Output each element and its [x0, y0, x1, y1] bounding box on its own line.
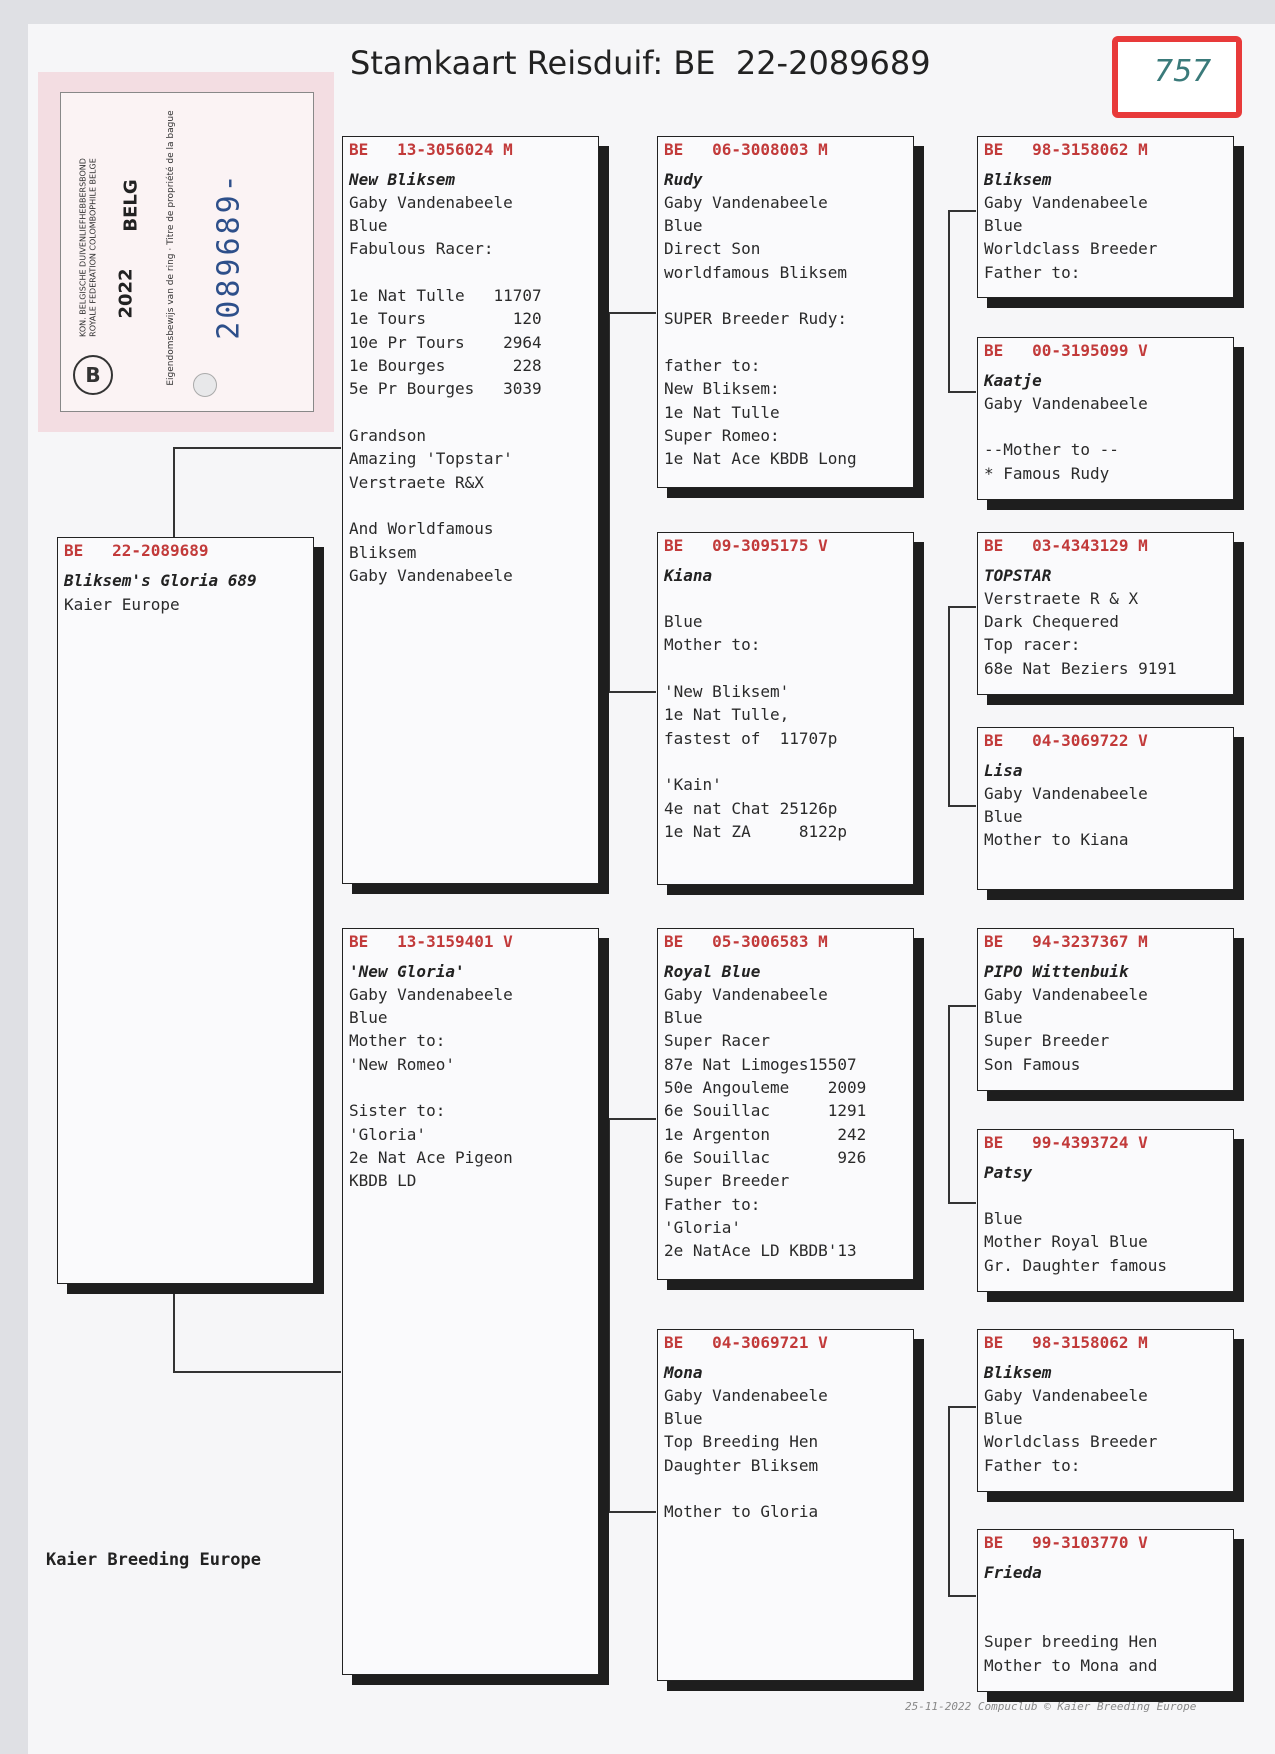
detail-line: Gaby Vandenabeele — [349, 193, 513, 212]
detail-line: Kaier Europe — [64, 595, 180, 614]
connector — [173, 1294, 175, 1372]
stamp-hole — [193, 373, 217, 397]
detail-line: Daughter Bliksem — [664, 1456, 819, 1475]
pigeon-name: TOPSTAR — [984, 566, 1052, 585]
pigeon-name: Bliksem — [984, 1363, 1052, 1382]
detail-line: Mother to Gloria — [664, 1502, 819, 1521]
detail-line: And Worldfamous — [349, 519, 494, 538]
pedigree-card-dds — [977, 1329, 1234, 1492]
connector — [948, 1406, 976, 1408]
detail-line: 87e Nat Limoges15507 — [664, 1055, 857, 1074]
ring-number: BE 99-4393724 V — [984, 1133, 1148, 1152]
connector — [948, 1595, 976, 1597]
detail-line: 1e Nat Ace KBDB Long — [664, 449, 857, 468]
detail-line: Top racer: — [984, 635, 1081, 654]
detail-line: Top Breeding Hen — [664, 1432, 819, 1451]
connector — [173, 447, 175, 537]
connector — [948, 210, 950, 392]
print-footer: 25-11-2022 Compuclub © Kaier Breeding Europe — [905, 1700, 1197, 1713]
detail-line: Gr. Daughter famous — [984, 1256, 1168, 1275]
detail-line: Gaby Vandenabeele — [664, 1386, 828, 1405]
connector — [948, 1005, 950, 1203]
detail-line: Blue — [984, 1008, 1023, 1027]
pedigree-card-sdd — [977, 727, 1234, 890]
connector — [948, 1005, 976, 1007]
pigeon-name: PIPO Wittenbuik — [984, 962, 1129, 981]
ring-number: BE 98-3158062 M — [984, 140, 1148, 159]
detail-line: Blue — [349, 1008, 388, 1027]
detail-line: 2e NatAce LD KBDB'13 — [664, 1241, 857, 1260]
detail-line: Father to: — [984, 1456, 1081, 1475]
connector — [948, 391, 976, 393]
detail-line: worldfamous Bliksem — [664, 263, 848, 282]
detail-line: Worldclass Breeder — [984, 239, 1158, 258]
detail-line: Blue — [664, 1409, 703, 1428]
pigeon-name: Patsy — [984, 1163, 1033, 1182]
detail-line: --Mother to -- — [984, 440, 1119, 459]
ring-number: BE 98-3158062 M — [984, 1333, 1148, 1352]
connector — [948, 1202, 976, 1204]
connector — [948, 606, 950, 806]
connector — [608, 1118, 610, 1512]
detail-line: 50e Angouleme 2009 — [664, 1078, 867, 1097]
detail-line: Blue — [984, 807, 1023, 826]
detail-line: Super Romeo: — [664, 426, 780, 445]
detail-line: Blue — [984, 1209, 1023, 1228]
pedigree-card-dam-sire — [657, 928, 914, 1280]
pigeon-name: Bliksem's Gloria 689 — [64, 571, 257, 590]
detail-line: Bliksem — [349, 543, 417, 562]
detail-line: Blue — [664, 1008, 703, 1027]
connector — [608, 1118, 656, 1120]
stamp-year: 2022 — [115, 268, 137, 319]
detail-line: Gaby Vandenabeele — [349, 985, 513, 1004]
detail-line: Verstraete R & X — [984, 589, 1139, 608]
pigeon-name: Bliksem — [984, 170, 1052, 189]
detail-line: 1e Nat Tulle — [664, 403, 780, 422]
detail-line: Fabulous Racer: — [349, 239, 494, 258]
pigeon-name: New Bliksem — [349, 170, 455, 189]
detail-line: Gaby Vandenabeele — [984, 784, 1148, 803]
detail-line: Worldclass Breeder — [984, 1432, 1158, 1451]
detail-line: 68e Nat Beziers 9191 — [984, 659, 1177, 678]
pigeon-name: Rudy — [664, 170, 703, 189]
detail-line: 4e nat Chat 25126p — [664, 799, 838, 818]
detail-line: 10e Pr Tours 2964 — [349, 333, 542, 352]
pedigree-card-dss — [977, 928, 1234, 1091]
ring-number: BE 13-3159401 V — [349, 932, 513, 951]
detail-line: Gaby Vandenabeele — [984, 193, 1148, 212]
detail-line: Super breeding Hen — [984, 1632, 1158, 1651]
detail-line: Sister to: — [349, 1101, 446, 1120]
detail-line: Grandson — [349, 426, 427, 445]
ring-number: BE 04-3069721 V — [664, 1333, 828, 1352]
stamp-card — [60, 92, 314, 412]
pedigree-card-sire-dam — [657, 532, 914, 885]
ring-certificate-stamp — [38, 72, 334, 432]
stamp-country: BELG — [120, 179, 142, 232]
detail-line: 1e Nat Tulle, — [664, 705, 790, 724]
stamp-ownership: Eigendomsbewijs van de ring · Titre de propriété de la bague — [166, 110, 176, 386]
connector — [173, 1371, 341, 1373]
detail-line: 'Gloria' — [349, 1125, 427, 1144]
ring-number: BE 05-3006583 M — [664, 932, 828, 951]
detail-line: Gaby Vandenabeele — [664, 193, 828, 212]
detail-line: 1e Argenton 242 — [664, 1125, 867, 1144]
detail-line: Blue — [349, 216, 388, 235]
pedigree-card-sire-sire — [657, 136, 914, 488]
connector — [608, 312, 656, 314]
detail-line: Verstraete R&X — [349, 473, 484, 492]
detail-line: Mother to: — [349, 1031, 446, 1050]
ring-number: BE 13-3056024 M — [349, 140, 513, 159]
detail-line: 1e Nat Tulle 11707 — [349, 286, 542, 305]
detail-line: Blue — [664, 216, 703, 235]
stamp-federation-nl: KON. BELGISCHE DUIVENLIEFHEBBERSBOND — [78, 158, 88, 337]
connector — [948, 606, 976, 608]
detail-line: 'Gloria' — [664, 1218, 742, 1237]
detail-line: 1e Bourges 228 — [349, 356, 542, 375]
detail-line: Blue — [984, 216, 1023, 235]
detail-line: Father to: — [664, 1195, 761, 1214]
pedigree-card-dam-dam — [657, 1329, 914, 1681]
detail-line: Father to: — [984, 263, 1081, 282]
detail-line: Super Breeder — [984, 1031, 1110, 1050]
detail-line: SUPER Breeder Rudy: — [664, 309, 848, 328]
detail-line: Blue — [664, 612, 703, 631]
connector — [948, 1406, 950, 1596]
detail-line: KBDB LD — [349, 1171, 417, 1190]
pedigree-card-ddd — [977, 1529, 1234, 1692]
pedigree-card-sds — [977, 532, 1234, 695]
connector — [948, 805, 976, 807]
note-tag — [1112, 36, 1242, 118]
ring-number: BE 03-4343129 M — [984, 536, 1148, 555]
pigeon-name: 'New Gloria' — [349, 962, 465, 981]
stamp-federation-fr: ROYALE FEDERATION COLOMBOPHILE BELGE — [88, 158, 98, 337]
detail-line: Gaby Vandenabeele — [984, 985, 1148, 1004]
federation-logo-icon: B — [73, 355, 113, 395]
pigeon-name: Kaatje — [984, 371, 1042, 390]
pigeon-name: Lisa — [984, 761, 1023, 780]
stamp-ring-number: 2089689- — [211, 171, 247, 340]
detail-line: 1e Tours 120 — [349, 309, 542, 328]
pedigree-card-dam — [342, 928, 599, 1675]
detail-line: 5e Pr Bourges 3039 — [349, 379, 542, 398]
tag-note: 757 — [1154, 54, 1212, 89]
pedigree-card-sire — [342, 136, 599, 884]
detail-line: Gaby Vandenabeele — [984, 1386, 1148, 1405]
detail-line: Son Famous — [984, 1055, 1081, 1074]
pigeon-name: Mona — [664, 1363, 703, 1382]
detail-line: Mother to Mona and — [984, 1656, 1158, 1675]
pedigree-card-sss — [977, 136, 1234, 298]
ring-number: BE 09-3095175 V — [664, 536, 828, 555]
detail-line: Gaby Vandenabeele — [984, 394, 1148, 413]
pigeon-name: Frieda — [984, 1563, 1042, 1582]
ring-number: BE 06-3008003 M — [664, 140, 828, 159]
connector — [948, 210, 976, 212]
ring-number: BE 04-3069722 V — [984, 731, 1148, 750]
detail-line: * Famous Rudy — [984, 464, 1110, 483]
breeder-footer: Kaier Breeding Europe — [46, 1550, 261, 1570]
detail-line: 6e Souillac 1291 — [664, 1101, 867, 1120]
detail-line: Mother to: — [664, 635, 761, 654]
detail-line: Gaby Vandenabeele — [349, 566, 513, 585]
connector — [608, 1511, 656, 1513]
pedigree-card-ssd — [977, 337, 1234, 500]
detail-line: 2e Nat Ace Pigeon — [349, 1148, 513, 1167]
detail-line: Direct Son — [664, 239, 761, 258]
pedigree-card-subject — [57, 537, 314, 1284]
detail-line: Mother to Kiana — [984, 830, 1129, 849]
detail-line: Super Racer — [664, 1031, 770, 1050]
detail-line: fastest of 11707p — [664, 729, 838, 748]
ring-number: BE 00-3195099 V — [984, 341, 1148, 360]
detail-line: Mother Royal Blue — [984, 1232, 1148, 1251]
detail-line: 1e Nat ZA 8122p — [664, 822, 848, 841]
detail-line: Amazing 'Topstar' — [349, 449, 513, 468]
pigeon-name: Kiana — [664, 566, 713, 585]
detail-line: Blue — [984, 1409, 1023, 1428]
pedigree-card-dsd — [977, 1129, 1234, 1292]
ring-number: BE 99-3103770 V — [984, 1533, 1148, 1552]
detail-line: Super Breeder — [664, 1171, 790, 1190]
detail-line: 'New Bliksem' — [664, 682, 790, 701]
detail-line: Gaby Vandenabeele — [664, 985, 828, 1004]
connector — [608, 312, 610, 692]
pigeon-name: Royal Blue — [664, 962, 761, 981]
connector — [608, 691, 656, 693]
ring-number: BE 94-3237367 M — [984, 932, 1148, 951]
detail-line: 6e Souillac 926 — [664, 1148, 867, 1167]
detail-line: father to: — [664, 356, 761, 375]
page-title: Stamkaart Reisduif: BE 22-2089689 — [350, 44, 931, 82]
detail-line: New Bliksem: — [664, 379, 780, 398]
detail-line: Dark Chequered — [984, 612, 1119, 631]
connector — [173, 447, 341, 449]
detail-line: 'Kain' — [664, 775, 722, 794]
detail-line: 'New Romeo' — [349, 1055, 455, 1074]
ring-number: BE 22-2089689 — [64, 541, 209, 560]
